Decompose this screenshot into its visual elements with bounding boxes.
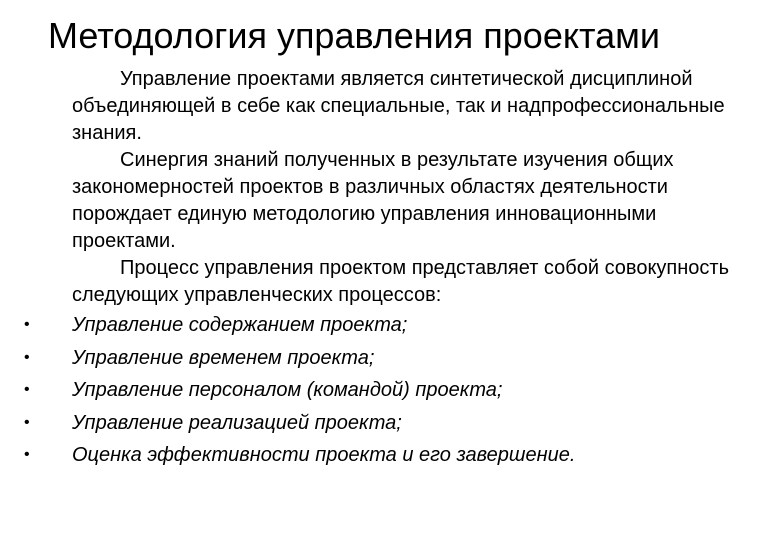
- bullet-icon: •: [24, 348, 30, 366]
- bullet-icon: •: [24, 316, 30, 333]
- process-list: [18, 309, 738, 472]
- bullet-icon: •: [24, 446, 30, 463]
- list-item: [18, 439, 738, 472]
- slide-title: Методология управления проектами: [48, 15, 660, 56]
- bullet-icon: •: [24, 381, 30, 398]
- list-item-label: Оценка эффективности проекта и его завершение.: [72, 444, 576, 466]
- bullet-icon: •: [24, 413, 30, 431]
- paragraph-synergy: Синергия знаний полученных в результате изучения общих закономерностей проектов в различных областях деятельности порождает единую методологию управления инновационными проектами.: [72, 149, 674, 252]
- list-item-label: Управление персоналом (командой) проекта;: [72, 379, 503, 401]
- list-item-label: Управление содержанием проекта;: [72, 314, 408, 336]
- list-item: [18, 407, 738, 440]
- list-item-label: Управление реализацией проекта;: [72, 411, 402, 434]
- paragraph-process: Процесс управления проектом представляет собой совокупность следующих управленческих процессов:: [72, 257, 729, 306]
- list-item: [18, 342, 738, 375]
- paragraph-discipline: Управление проектами является синтетической дисциплиной объединяющей в себе как специальные, так и надпрофессиональные знания.: [72, 68, 725, 144]
- list-item: [18, 309, 738, 342]
- list-item: [18, 374, 738, 407]
- list-item-label: Управление временем проекта;: [72, 346, 375, 369]
- slide-body: [18, 66, 738, 472]
